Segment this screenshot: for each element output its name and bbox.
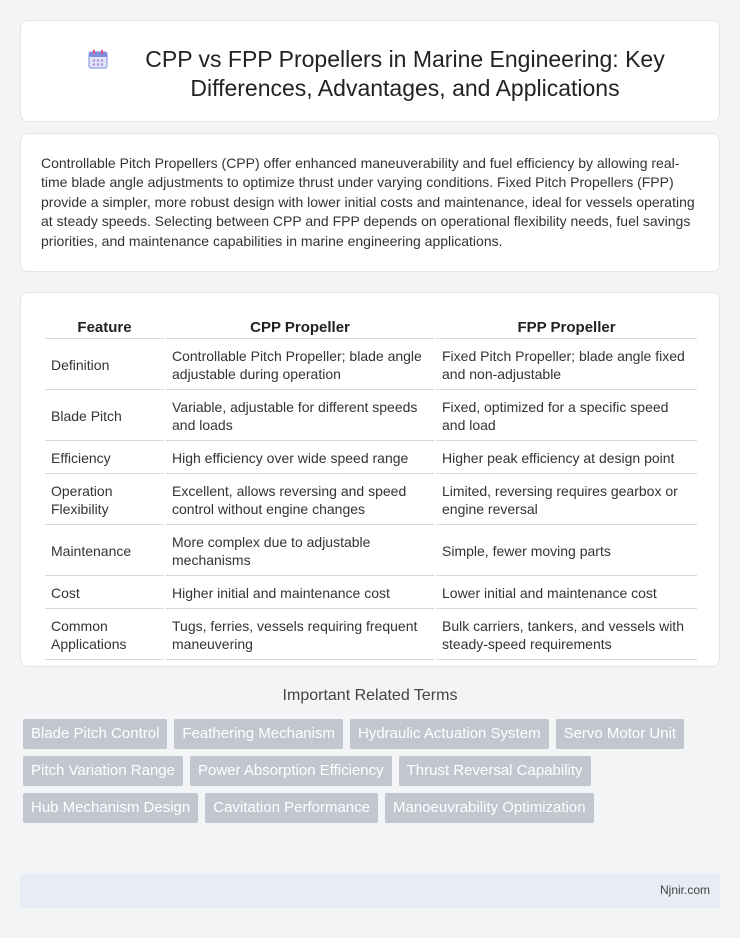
related-terms-title: Important Related Terms	[282, 687, 458, 704]
calendar-icon	[87, 48, 109, 70]
table-row	[45, 527, 697, 576]
cpp-cell: More complex due to adjustable mechanisms	[166, 527, 434, 576]
related-terms-list	[23, 719, 723, 823]
table-row	[45, 443, 697, 474]
title-card	[20, 20, 720, 122]
related-term-tag[interactable]: Power Absorption Efficiency	[190, 756, 392, 786]
related-term-tag[interactable]: Thrust Reversal Capability	[399, 756, 591, 786]
related-term-tag[interactable]: Servo Motor Unit	[556, 719, 685, 749]
cpp-cell: Excellent, allows reversing and speed control without engine changes	[166, 476, 434, 525]
feature-cell: Maintenance	[45, 527, 164, 576]
page-title: CPP vs FPP Propellers in Marine Engineering: Key Differences, Advantages, and Applications	[145, 46, 665, 101]
table-row	[45, 341, 697, 390]
fpp-cell: Higher peak efficiency at design point	[436, 443, 697, 474]
summary-text: Controllable Pitch Propellers (CPP) offer enhanced maneuverability and fuel efficiency by allowing real-time blade angle adjustments to optimize thrust under varying conditions. Fixed Pitch Propellers (FPP) provide a simpler, more robust design with lower initial costs and maintenance, ideal for vessels operating at steady speeds. Selecting between CPP and FPP depends on operational flexibility needs, fuel savings priorities, and maintenance capabilities in marine engineering applications.	[41, 155, 695, 249]
column-header-fpp: FPP Propeller	[436, 315, 697, 339]
related-term-tag[interactable]: Blade Pitch Control	[23, 719, 167, 749]
related-term-tag[interactable]: Cavitation Performance	[205, 793, 378, 823]
fpp-cell: Limited, reversing requires gearbox or engine reversal	[436, 476, 697, 525]
fpp-cell: Simple, fewer moving parts	[436, 527, 697, 576]
footer	[20, 874, 720, 908]
related-term-tag[interactable]: Hub Mechanism Design	[23, 793, 198, 823]
fpp-cell: Lower initial and maintenance cost	[436, 578, 697, 609]
table-row	[45, 578, 697, 609]
fpp-cell: Fixed Pitch Propeller; blade angle fixed and non-adjustable	[436, 341, 697, 390]
footer-site-link[interactable]: Njnir.com	[659, 883, 710, 897]
feature-cell: Common Applications	[45, 611, 164, 660]
cpp-cell: Higher initial and maintenance cost	[166, 578, 434, 609]
cpp-cell: Controllable Pitch Propeller; blade angle adjustable during operation	[166, 341, 434, 390]
related-term-tag[interactable]: Hydraulic Actuation System	[350, 719, 549, 749]
table-row	[45, 476, 697, 525]
table-header-row	[45, 315, 697, 339]
fpp-cell: Fixed, optimized for a specific speed and load	[436, 392, 697, 441]
related-term-tag[interactable]: Manoeuvrability Optimization	[385, 793, 594, 823]
table-row	[45, 392, 697, 441]
feature-cell: Operation Flexibility	[45, 476, 164, 525]
feature-cell: Blade Pitch	[45, 392, 164, 441]
cpp-cell: Variable, adjustable for different speeds and loads	[166, 392, 434, 441]
table-row	[45, 611, 697, 660]
feature-cell: Efficiency	[45, 443, 164, 474]
cpp-cell: Tugs, ferries, vessels requiring frequent maneuvering	[166, 611, 434, 660]
related-term-tag[interactable]: Feathering Mechanism	[174, 719, 343, 749]
column-header-feature: Feature	[45, 315, 164, 339]
column-header-cpp: CPP Propeller	[166, 315, 434, 339]
feature-cell: Definition	[45, 341, 164, 390]
comparison-table-card	[20, 292, 720, 667]
summary-card	[20, 133, 720, 272]
related-term-tag[interactable]: Pitch Variation Range	[23, 756, 183, 786]
fpp-cell: Bulk carriers, tankers, and vessels with steady-speed requirements	[436, 611, 697, 660]
feature-cell: Cost	[45, 578, 164, 609]
comparison-table	[43, 313, 699, 662]
cpp-cell: High efficiency over wide speed range	[166, 443, 434, 474]
